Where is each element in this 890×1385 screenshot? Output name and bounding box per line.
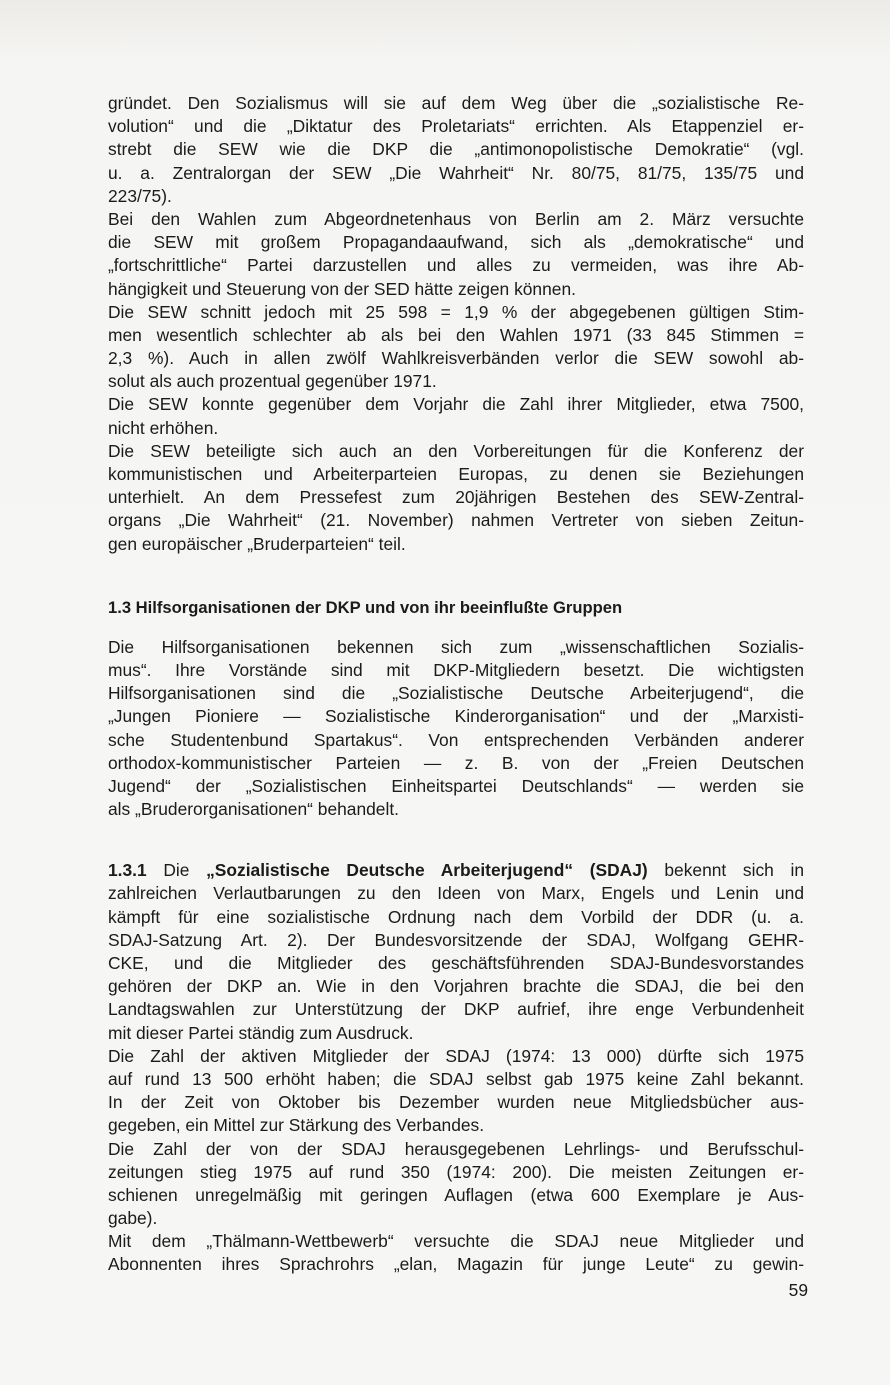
text-line: gen europäischer „Bruderparteien“ teil.	[108, 533, 406, 554]
text-line: kämpft für eine sozialistische Ordnung nach dem Vorbild der DDR (u. a.	[108, 906, 804, 927]
text-line: nicht erhöhen.	[108, 417, 219, 438]
text-line: Landtagswahlen zur Unterstützung der DKP aufrief, ihre enge Verbundenheit	[108, 999, 804, 1020]
text-line: Mit dem „Thälmann-Wettbewerb“ versuchte die SDAJ neue Mitglieder und	[108, 1231, 804, 1252]
text-line: schienen unregelmäßig mit geringen Auflagen (etwa 600 Exemplare je Aus-	[108, 1184, 804, 1205]
text-line: orthodox-kommunistischer Parteien — z. B. von der „Freien Deutschen	[108, 752, 804, 773]
text-line: CKE, und die Mitglieder des geschäftsführenden SDAJ-Bundesvorstandes	[108, 953, 804, 973]
text-line: zahlreichen Verlautbarungen zu den Ideen von Marx, Engels und Lenin und	[108, 883, 804, 904]
text-line: Bei den Wahlen zum Abgeordnetenhaus von Berlin am 2. März versuchte	[108, 208, 804, 229]
text-line: Die SEW beteiligte sich auch an den Vorbereitungen für die Konferenz der	[108, 440, 804, 461]
subsection-first-line	[108, 859, 804, 882]
text-run: bekennt sich in	[647, 860, 804, 881]
subsection-number: 1.3.1	[108, 860, 147, 881]
text-line: die SEW mit großem Propagandaaufwand, sich als „demokratische“ und	[108, 232, 804, 253]
section-heading: 1.3 Hilfsorganisationen der DKP und von ihr beeinflußte Gruppen	[108, 597, 623, 617]
text-line: auf rund 13 500 erhöht haben; die SDAJ selbst gab 1975 keine Zahl bekannt.	[108, 1068, 804, 1089]
text-line: Die SEW konnte gegenüber dem Vorjahr die Zahl ihrer Mitglieder, etwa 7500,	[108, 394, 804, 415]
text-line: mit dieser Partei ständig zum Ausdruck.	[108, 1022, 414, 1043]
text-line: strebt die SEW wie die DKP die „antimonopolistische Demokratie“ (vgl.	[108, 139, 804, 160]
text-line: SDAJ-Satzung Art. 2). Der Bundesvorsitzende der SDAJ, Wolfgang GEHR-	[108, 929, 804, 950]
text-line: Die Zahl der aktiven Mitglieder der SDAJ (1974: 13 000) dürfte sich 1975	[108, 1045, 804, 1066]
text-line: „fortschrittliche“ Partei darzustellen und alles zu vermeiden, was ihre Ab-	[108, 255, 804, 276]
page-number: 59	[788, 1280, 808, 1300]
text-line: Abonnenten ihres Sprachrohrs „elan, Magazin für junge Leute“ zu gewin-	[108, 1254, 804, 1275]
hilfsorganisationen-section	[108, 636, 804, 822]
text-line: 2,3 %). Auch in allen zwölf Wahlkreisverbänden verlor die SEW sowohl ab-	[108, 348, 804, 369]
text-line: mus“. Ihre Vorstände sind mit DKP-Mitgliedern besetzt. Die wichtigsten	[108, 659, 804, 680]
text-line: kommunistischen und Arbeiterparteien Europas, zu denen sie Beziehungen	[108, 464, 804, 484]
text-line: solut als auch prozentual gegenüber 1971.	[108, 371, 437, 392]
text-line: volution“ und die „Diktatur des Proletariats“ errichten. Als Etappenziel er-	[108, 116, 804, 137]
text-line: In der Zeit von Oktober bis Dezember wurden neue Mitgliedsbücher aus-	[108, 1092, 804, 1113]
text-line: hängigkeit und Steuerung von der SED hätte zeigen können.	[108, 278, 576, 299]
text-line: Die Hilfsorganisationen bekennen sich zum „wissenschaftlichen Sozialis-	[108, 636, 804, 657]
text-line: Hilfsorganisationen sind die „Sozialistische Deutsche Arbeiterjugend“, die	[108, 683, 804, 704]
text-column	[108, 92, 804, 1277]
text-line: unterhielt. An dem Pressefest zum 20jährigen Bestehen des SEW-Zentral-	[108, 487, 804, 508]
text-line: sche Studentenbund Spartakus“. Von entsprechenden Verbänden anderer	[108, 729, 804, 750]
text-line: gründet. Den Sozialismus will sie auf dem Weg über die „sozialistische Re-	[108, 93, 804, 113]
text-line: als „Bruderorganisationen“ behandelt.	[108, 799, 399, 820]
text-line: „Jungen Pioniere — Sozialistische Kinderorganisation“ und der „Marxisti-	[108, 706, 804, 727]
text-line: men wesentlich schlechter ab als bei den Wahlen 1971 (33 845 Stimmen =	[108, 324, 804, 345]
text-line: gegeben, ein Mittel zur Stärkung des Verbandes.	[108, 1115, 485, 1136]
text-line: Die Zahl der von der SDAJ herausgegebenen Lehrlings- und Berufsschul-	[108, 1138, 804, 1159]
text-line: u. a. Zentralorgan der SEW „Die Wahrheit“ Nr. 80/75, 81/75, 135/75 und	[108, 162, 804, 183]
text-line: 223/75).	[108, 185, 172, 206]
text-run: Die	[146, 860, 207, 881]
sew-section	[108, 92, 804, 556]
text-line: Die SEW schnitt jedoch mit 25 598 = 1,9 % der abgegebenen gültigen Stim-	[108, 301, 804, 322]
text-line: gabe).	[108, 1208, 158, 1229]
text-line: zeitungen stieg 1975 auf rund 350 (1974: 200). Die meisten Zeitungen er-	[108, 1161, 804, 1182]
text-line: gehören der DKP an. Wie in den Vorjahren brachte die SDAJ, die bei den	[108, 976, 804, 997]
text-line: organs „Die Wahrheit“ (21. November) nahmen Vertreter von sieben Zeitun-	[108, 510, 804, 531]
organization-name: „Sozialistische Deutsche Arbeiterjugend“ (SDAJ)	[206, 860, 648, 881]
text-line: Jugend“ der „Sozialistischen Einheitspartei Deutschlands“ — werden sie	[108, 775, 804, 796]
sdaj-section	[108, 859, 804, 1276]
